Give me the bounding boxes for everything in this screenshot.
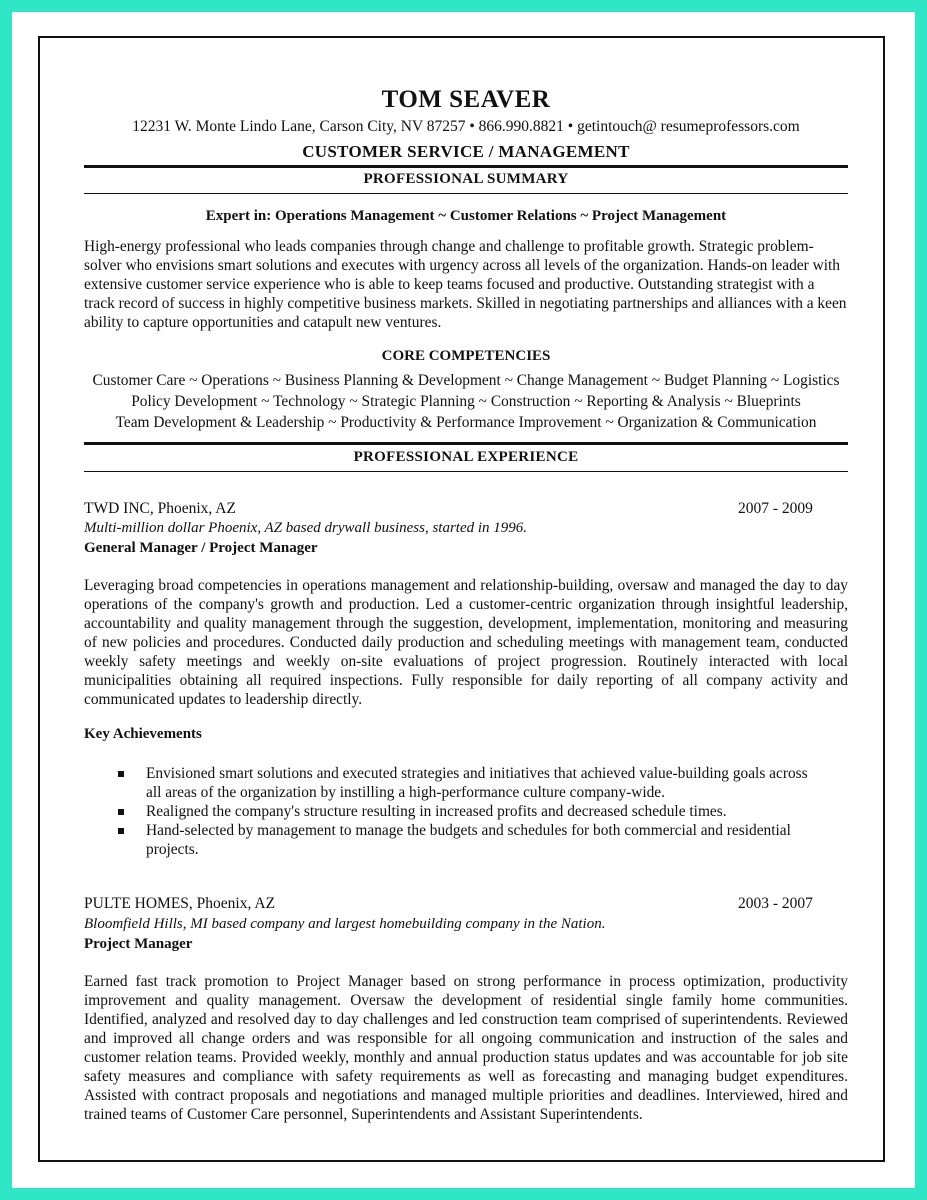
expertise-line: Expert in: Operations Management ~ Customer Relations ~ Project Management <box>205 208 727 224</box>
section-title-experience: PROFESSIONAL EXPERIENCE <box>353 449 579 465</box>
bullet-icon <box>118 828 124 834</box>
summary-paragraph: High-energy professional who leads companies through change and challenge to profitable growth. Strategic problem-solver who envisions smart solutions and executes with urgency across all levels of the organization. Hands-on leader with extensive customer service experience who is able to keep teams focused and productive. Outstanding strategist with a track record of success in highly competitive business markets. Skilled in negotiating partnerships and alliances with a keen ability to capture opportunities and catapult new ventures. <box>84 238 847 331</box>
bullet-icon <box>118 771 124 777</box>
job-title: Project Manager <box>84 936 193 952</box>
competency-line: Customer Care ~ Operations ~ Business Planning & Development ~ Change Management ~ Budget Planning ~ Logistics <box>92 372 840 389</box>
list-item <box>118 821 818 859</box>
section-title-competencies: CORE COMPETENCIES <box>381 348 551 364</box>
job-paragraph: Leveraging broad competencies in operations management and relationship-building, oversaw and managed the day to day operations of the company's growth and production. Led a customer-centric organization through insightful leadership, accountability and quality management through the suggestion, development, implementation, monitoring and measuring of new policies and procedures. Conducted daily production and scheduling meetings with management team, conducted weekly safety meetings and weekly on-site evaluations of project progression. Routinely interacted with local municipalities obtaining all required inspections. Fully responsible for daily reporting of all company activity and communicated updates to leadership directly. <box>84 577 848 708</box>
divider <box>84 193 848 194</box>
list-item <box>118 764 818 802</box>
achievement-text: Envisioned smart solutions and executed strategies and initiatives that achieved value-building goals across all areas of the organization by instilling a high-performance culture company-wide. <box>146 765 808 801</box>
divider <box>84 442 848 445</box>
resume-page <box>12 12 915 1188</box>
job-description: Multi-million dollar Phoenix, AZ based drywall business, started in 1996. <box>84 520 528 536</box>
divider <box>84 471 848 472</box>
job-title: General Manager / Project Manager <box>84 540 318 556</box>
bullet-icon <box>118 809 124 815</box>
contact-line: 12231 W. Monte Lindo Lane, Carson City, NV 87257 • 866.990.8821 • getintouch@ resumeprofessors.com <box>132 118 800 135</box>
resume-border <box>38 36 885 1162</box>
competency-line: Team Development & Leadership ~ Productivity & Performance Improvement ~ Organization & Communication <box>115 414 817 431</box>
achievement-text: Realigned the company's structure resulting in increased profits and decreased schedule times. <box>146 803 727 820</box>
competency-line: Policy Development ~ Technology ~ Strategic Planning ~ Construction ~ Reporting & Analysis ~ Blueprints <box>131 393 801 410</box>
key-achievements-label: Key Achievements <box>84 726 202 742</box>
job-paragraph: Earned fast track promotion to Project Manager based on strong performance in process optimization, productivity improvement and quality management. Oversaw the development of residential single family home communities. Identified, analyzed and resolved day to day challenges and led construction team comprised of superintendents. Reviewed and improved all change orders and was responsible for all ongoing communication and instruction of the sales and customer relation teams. Provided weekly, monthly and annual production status updates and was accountable for job site safety measures and compliance with safety requirements as well as forecasting and managing budget expenditures. Assisted with contract proposals and negotiations and managed multiple priorities and deadlines. Interviewed, hired and trained teams of Customer Care personnel, Superintendents and Assistant Superintendents. <box>84 973 848 1123</box>
section-title-summary: PROFESSIONAL SUMMARY <box>363 171 569 187</box>
job-description: Bloomfield Hills, MI based company and largest homebuilding company in the Nation. <box>84 916 606 932</box>
list-item <box>118 802 818 821</box>
job-company: TWD INC, Phoenix, AZ <box>84 500 236 517</box>
job-company: PULTE HOMES, Phoenix, AZ <box>84 895 276 912</box>
divider <box>84 165 848 168</box>
candidate-name: TOM SEAVER <box>381 86 551 113</box>
job-dates: 2003 - 2007 <box>738 895 813 912</box>
resume-headline: CUSTOMER SERVICE / MANAGEMENT <box>302 142 630 161</box>
achievement-text: Hand-selected by management to manage the budgets and schedules for both commercial and residential projects. <box>146 822 791 858</box>
achievements-list <box>118 764 818 859</box>
job-dates: 2007 - 2009 <box>738 500 813 517</box>
